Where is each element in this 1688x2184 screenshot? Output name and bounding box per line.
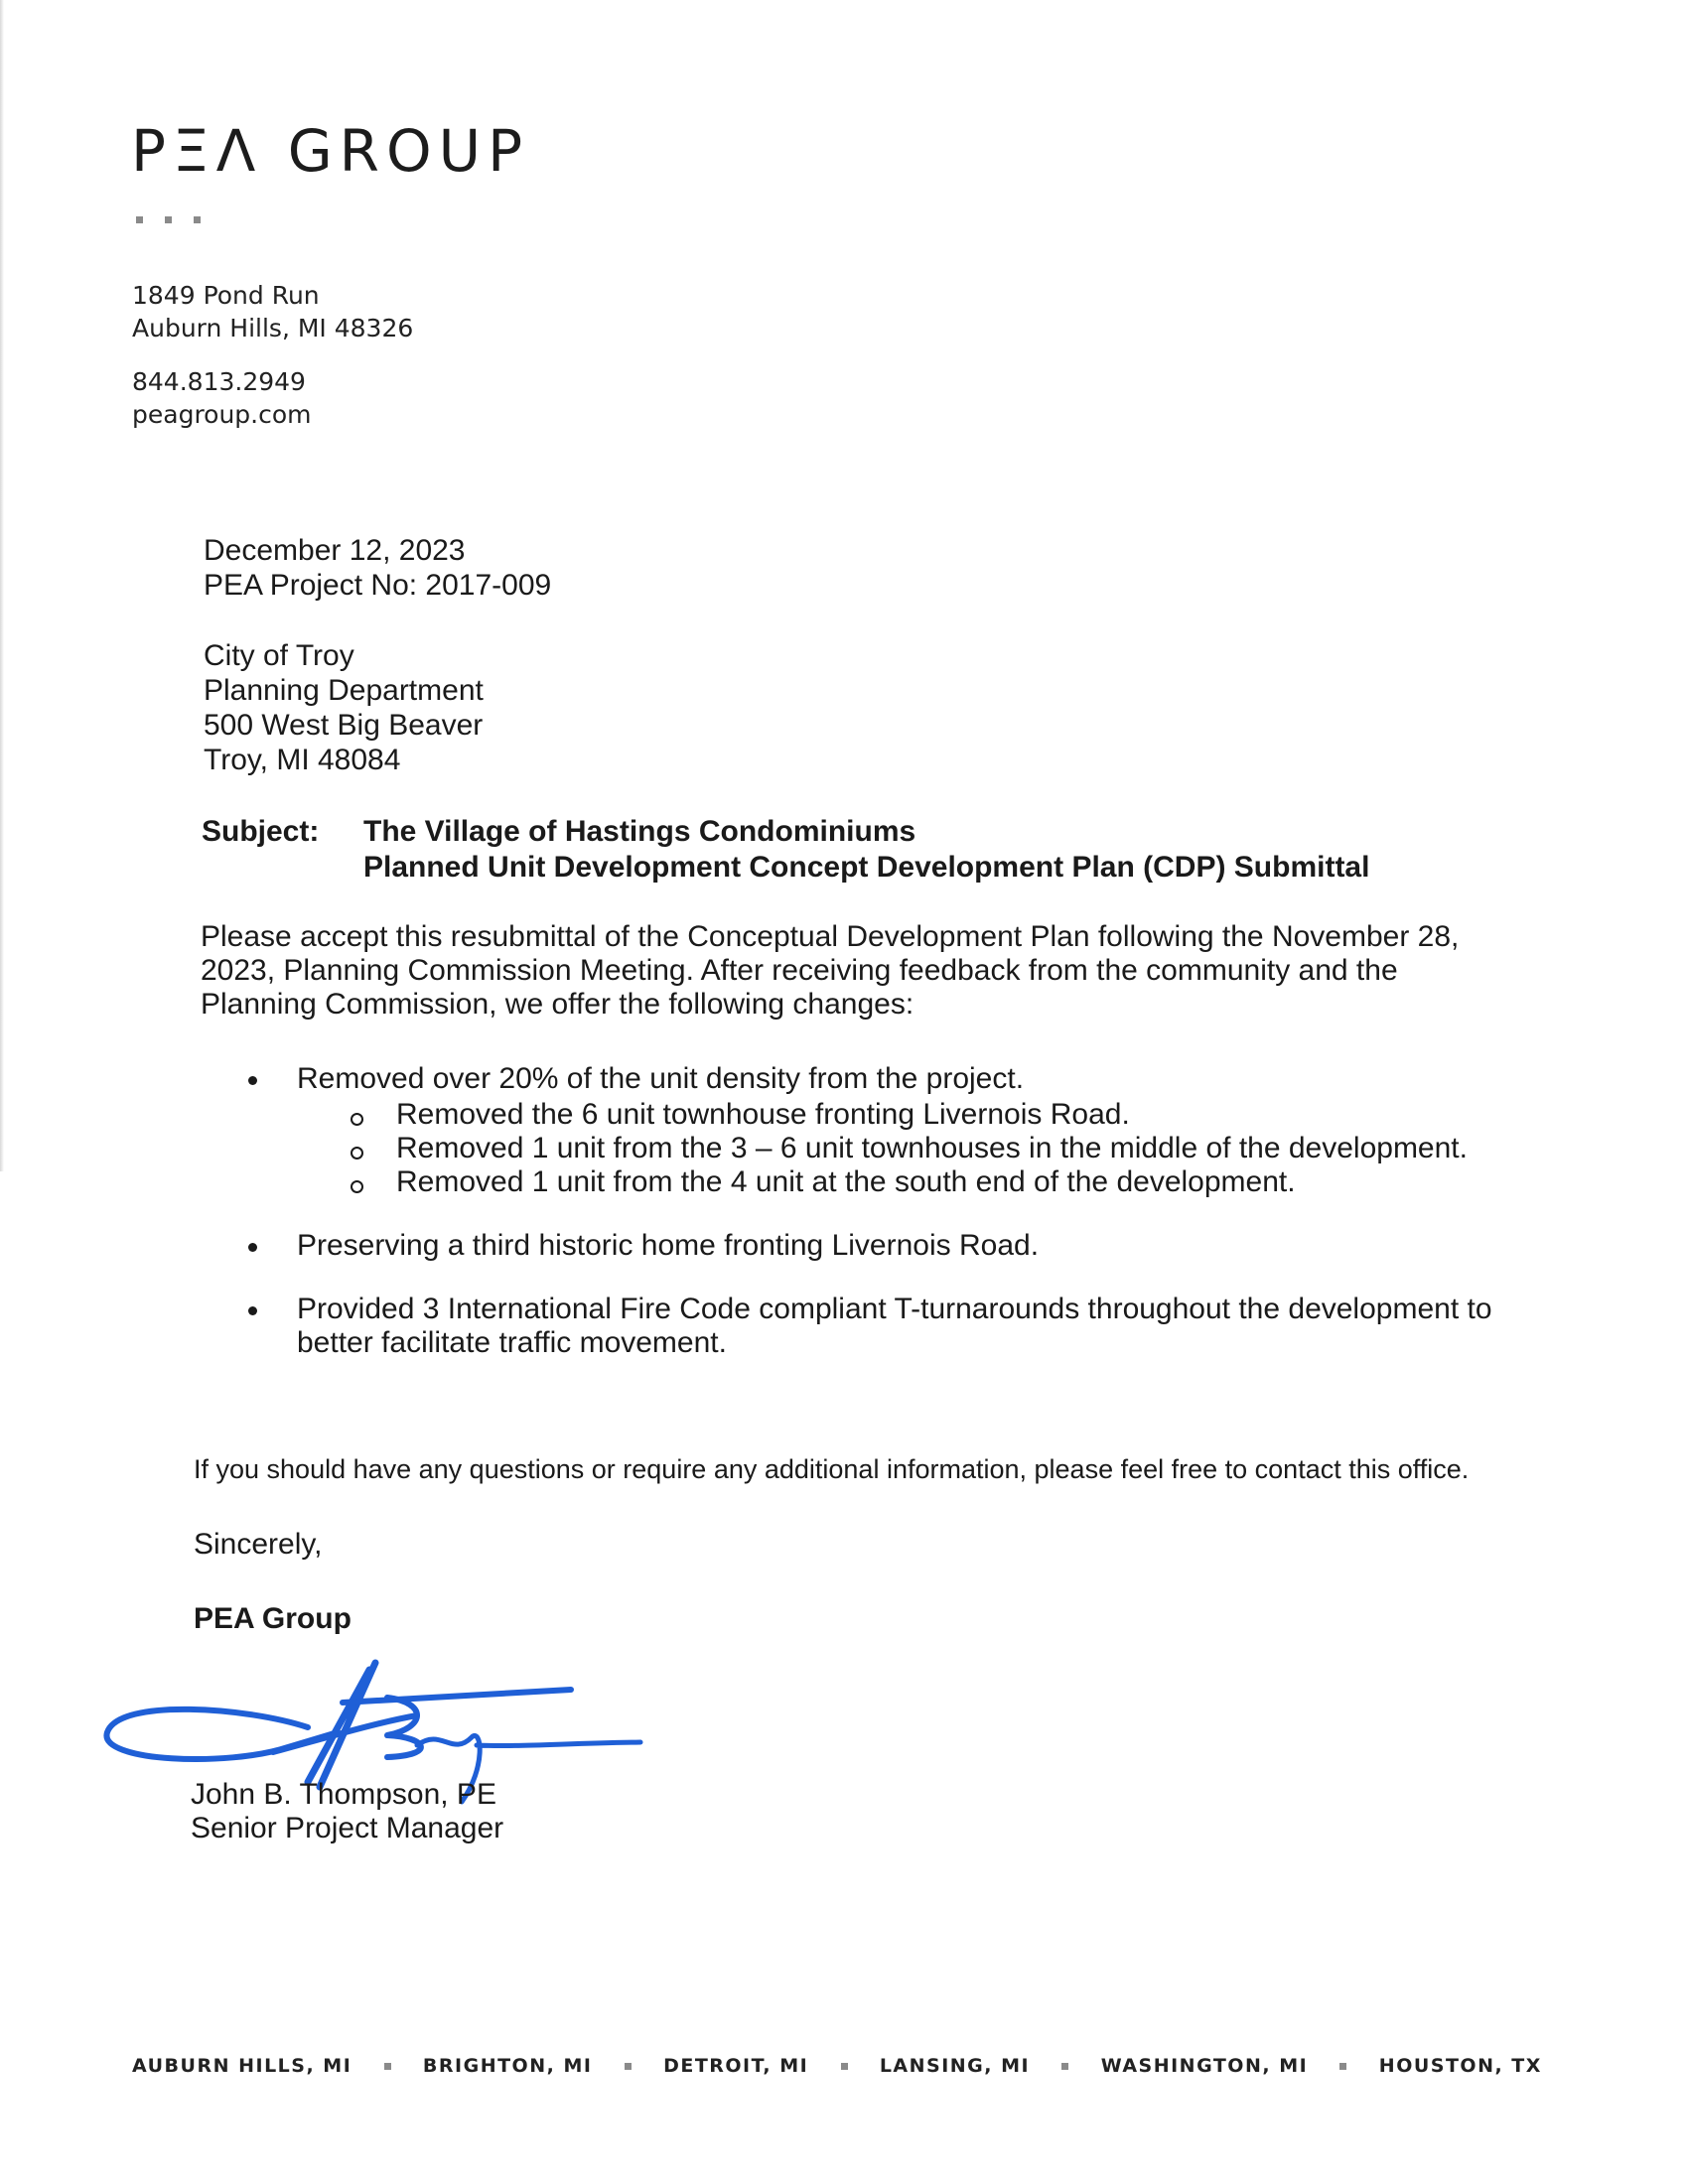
signature-stroke bbox=[343, 1690, 571, 1703]
separator-icon bbox=[625, 2063, 632, 2070]
signature-company: PEA Group bbox=[194, 1602, 352, 1635]
recipient-line: 500 West Big Beaver bbox=[204, 709, 484, 742]
separator-icon bbox=[384, 2063, 391, 2070]
separator-icon bbox=[1339, 2063, 1346, 2070]
list-item bbox=[248, 1229, 1499, 1263]
subject-text bbox=[363, 814, 1369, 886]
project-number: PEA Project No: 2017-009 bbox=[204, 569, 552, 602]
sub-list bbox=[297, 1098, 1499, 1199]
office-location: WASHINGTON, MI bbox=[1100, 2055, 1309, 2077]
phone-number: 844.813.2949 bbox=[132, 367, 306, 396]
signer-title: Senior Project Manager bbox=[191, 1812, 504, 1844]
dot-icon bbox=[194, 216, 201, 223]
subject bbox=[202, 814, 1369, 886]
signature-stroke bbox=[106, 1709, 338, 1759]
sub-list-item: Removed 1 unit from the 3 – 6 unit townhouses in the middle of the development. bbox=[297, 1132, 1499, 1165]
subject-line: Planned Unit Development Concept Development Plan (CDP) Submittal bbox=[363, 851, 1370, 884]
dot-icon bbox=[165, 216, 172, 223]
subject-label: Subject: bbox=[202, 815, 320, 848]
recipient-line: Planning Department bbox=[204, 674, 484, 707]
address-line: 1849 Pond Run bbox=[132, 281, 320, 310]
office-location: HOUSTON, TX bbox=[1378, 2055, 1542, 2077]
recipient-line: City of Troy bbox=[204, 639, 354, 672]
company-contact bbox=[132, 365, 312, 431]
website: peagroup.com bbox=[132, 400, 312, 429]
address-line: Auburn Hills, MI 48326 bbox=[132, 314, 414, 342]
dot-icon bbox=[136, 216, 143, 223]
office-location: LANSING, MI bbox=[879, 2055, 1031, 2077]
company-logo: PΞΛ GROUP bbox=[131, 117, 530, 185]
company-address bbox=[132, 279, 413, 344]
list-item-text: Provided 3 International Fire Code compliant T-turnarounds throughout the development to better facilitate traffic movement. bbox=[297, 1293, 1492, 1359]
changes-list bbox=[248, 1062, 1499, 1382]
signer-block bbox=[191, 1778, 503, 1845]
list-item-text: Preserving a third historic home fronting Livernois Road. bbox=[297, 1229, 1040, 1262]
sub-list-item: Removed the 6 unit townhouse fronting Livernois Road. bbox=[297, 1098, 1499, 1132]
sub-list-item: Removed 1 unit from the 4 unit at the south end of the development. bbox=[297, 1165, 1499, 1199]
separator-icon bbox=[841, 2063, 848, 2070]
list-item bbox=[248, 1293, 1499, 1360]
date-block bbox=[204, 533, 551, 603]
sign-off: Sincerely, bbox=[194, 1528, 323, 1561]
signer-name: John B. Thompson, PE bbox=[191, 1778, 496, 1811]
subject-line: The Village of Hastings Condominiums bbox=[363, 815, 916, 848]
signature-stroke bbox=[387, 1698, 421, 1757]
intro-paragraph: Please accept this resubmittal of the Conceptual Development Plan following the November 28, 2023, Planning Commission Meeting. After receiving feedback from the community and the Planning Commission, we offer the following changes: bbox=[201, 920, 1460, 1021]
list-item-text: Removed over 20% of the unit density from the project. bbox=[297, 1062, 1025, 1095]
office-location: AUBURN HILLS, MI bbox=[132, 2055, 352, 2077]
footer-office-list bbox=[132, 2055, 1542, 2077]
letter-date: December 12, 2023 bbox=[204, 534, 466, 567]
scan-edge bbox=[0, 0, 4, 1171]
separator-icon bbox=[1061, 2063, 1068, 2070]
logo-dots-decoration bbox=[136, 216, 201, 223]
recipient-line: Troy, MI 48084 bbox=[204, 744, 401, 776]
office-location: DETROIT, MI bbox=[663, 2055, 809, 2077]
list-item bbox=[248, 1062, 1499, 1199]
closing-paragraph: If you should have any questions or require any additional information, please feel free to contact this office. bbox=[194, 1454, 1470, 1484]
office-location: BRIGHTON, MI bbox=[422, 2055, 593, 2077]
recipient-address bbox=[204, 638, 484, 777]
